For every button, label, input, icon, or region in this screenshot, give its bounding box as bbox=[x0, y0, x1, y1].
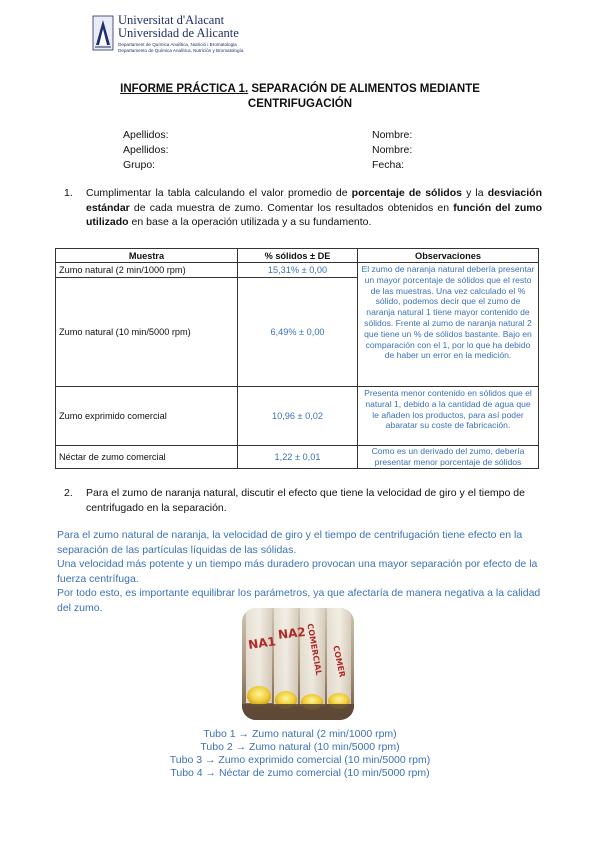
tube-label-1: NA1 bbox=[247, 634, 277, 653]
table-row bbox=[56, 387, 539, 446]
cell-solids: 1,22 ± 0,01 bbox=[238, 446, 358, 469]
tube-label-3: COMERCIAL bbox=[305, 622, 324, 677]
university-name-valencian: Universitat d'Alacant bbox=[118, 13, 225, 27]
cell-sample: Néctar de zumo comercial bbox=[56, 446, 238, 469]
university-name-spanish: Universidad de Alicante bbox=[118, 26, 239, 40]
surname-field-2: Apellidos: bbox=[123, 144, 169, 156]
table-row bbox=[56, 446, 539, 469]
q1-text-part: en base a la operación utilizada y a su fundamento. bbox=[128, 216, 372, 228]
header-sample: Muestra bbox=[56, 249, 238, 263]
cell-sample: Zumo natural (10 min/5000 rpm) bbox=[56, 278, 238, 387]
surname-field-1: Apellidos: bbox=[123, 129, 169, 141]
header-observations: Observaciones bbox=[358, 249, 539, 263]
report-title-prefix: INFORME PRÁCTICA 1. bbox=[120, 83, 249, 95]
name-field-1: Nombre: bbox=[372, 129, 413, 141]
tube-legend-item: Tubo 3 → Zumo exprimido comercial (10 min/5000 rpm) bbox=[169, 754, 431, 766]
question-1-text bbox=[86, 186, 542, 230]
tube-legend-item: Tubo 4 → Néctar de zumo comercial (10 min/5000 rpm) bbox=[170, 767, 430, 779]
date-field: Fecha: bbox=[372, 159, 405, 171]
department-name-valencian: Departament de Química Analítica, Nutrició i Bromatologia bbox=[118, 42, 237, 47]
tube-legend bbox=[150, 728, 450, 780]
report-title-line1 bbox=[60, 82, 540, 97]
cell-solids: 15,31% ± 0,00 bbox=[238, 263, 358, 278]
tube-label-4: COMER bbox=[331, 644, 347, 679]
q1-bold-stddev: desviación estándar bbox=[86, 187, 542, 214]
question-1-number: 1. bbox=[64, 187, 73, 199]
group-field: Grupo: bbox=[123, 159, 156, 171]
question-2 bbox=[64, 486, 542, 516]
name-field-2: Nombre: bbox=[372, 144, 413, 156]
answer-text bbox=[57, 528, 543, 615]
cell-solids: 10,96 ± 0,02 bbox=[238, 387, 358, 446]
cell-observation: Como es un derivado del zumo, debería presentar menor porcentaje de sólidos bbox=[358, 446, 539, 469]
results-table bbox=[55, 248, 539, 469]
question-2-number: 2. bbox=[64, 487, 73, 499]
report-title-main: SEPARACIÓN DE ALIMENTOS MEDIANTE bbox=[248, 83, 480, 95]
university-emblem-icon bbox=[92, 15, 114, 51]
tube-label-2: NA2 bbox=[277, 624, 307, 642]
cell-solids: 6,49% ± 0,00 bbox=[238, 278, 358, 387]
table-header-row bbox=[56, 249, 539, 263]
table-row bbox=[56, 263, 539, 278]
answer-paragraph: Por todo esto, es importante equilibrar los parámetros, ya que afectaría de manera negativa a la calidad del zumo. bbox=[57, 587, 541, 614]
cell-observation: Presenta menor contenido en sólidos que el natural 1, debido a la cantidad de agua que le añaden los productos, para así poder abaratar su coste de fabricación. bbox=[358, 387, 539, 446]
question-1 bbox=[64, 186, 542, 230]
header-solids: % sólidos ± DE bbox=[238, 249, 358, 263]
tube-legend-item: Tubo 1 → Zumo natural (2 min/1000 rpm) bbox=[203, 728, 397, 740]
q1-bold-solids: porcentaje de sólidos bbox=[351, 187, 462, 199]
q1-text-part: y la bbox=[461, 187, 488, 199]
department-name-spanish: Departamento de Química Analítica, Nutrición y Bromatología bbox=[118, 48, 244, 53]
cell-observation: El zumo de naranja natural debería presentar un mayor porcentaje de sólidos que el resto de las muestras. Una vez calculado el % sólido, podemos decir que el zumo de naranja natural 1 tiene mayor contenido de sólidos. Frente al zumo de naranja natural 2 que tiene un % de sólidos bastante. Bajo en comparación con el 1, por lo que ha debido de haber un error en la medición. bbox=[358, 263, 539, 387]
answer-paragraph: Para el zumo natural de naranja, la velocidad de giro y el tiempo de centrifugación tiene efecto en la separación de las partículas líquidas de las sólidas. bbox=[57, 529, 523, 556]
q1-text-part: Cumplimentar la tabla calculando el valor promedio de bbox=[86, 187, 352, 199]
question-2-text: Para el zumo de naranja natural, discutir el efecto que tiene la velocidad de giro y el tiempo de centrifugado en la separación. bbox=[86, 487, 525, 514]
cell-sample: Zumo exprimido comercial bbox=[56, 387, 238, 446]
answer-paragraph: Una velocidad más potente y un tiempo más duradero provocan una mayor separación por efecto de la fuerza centrífuga. bbox=[57, 558, 538, 585]
tubes-illustration bbox=[242, 608, 354, 720]
centrifuge-tubes-photo bbox=[242, 608, 354, 720]
university-logo bbox=[92, 14, 262, 56]
cell-sample: Zumo natural (2 min/1000 rpm) bbox=[56, 263, 238, 278]
q1-text-part: de cada muestra de zumo. Comentar los resultados obtenidos en bbox=[129, 201, 454, 214]
tube-legend-item: Tubo 2 → Zumo natural (10 min/5000 rpm) bbox=[200, 741, 400, 753]
report-title-line2: CENTRIFUGACIÓN bbox=[247, 98, 353, 110]
q1-bold-juice: función del zumo utilizado bbox=[86, 201, 543, 228]
